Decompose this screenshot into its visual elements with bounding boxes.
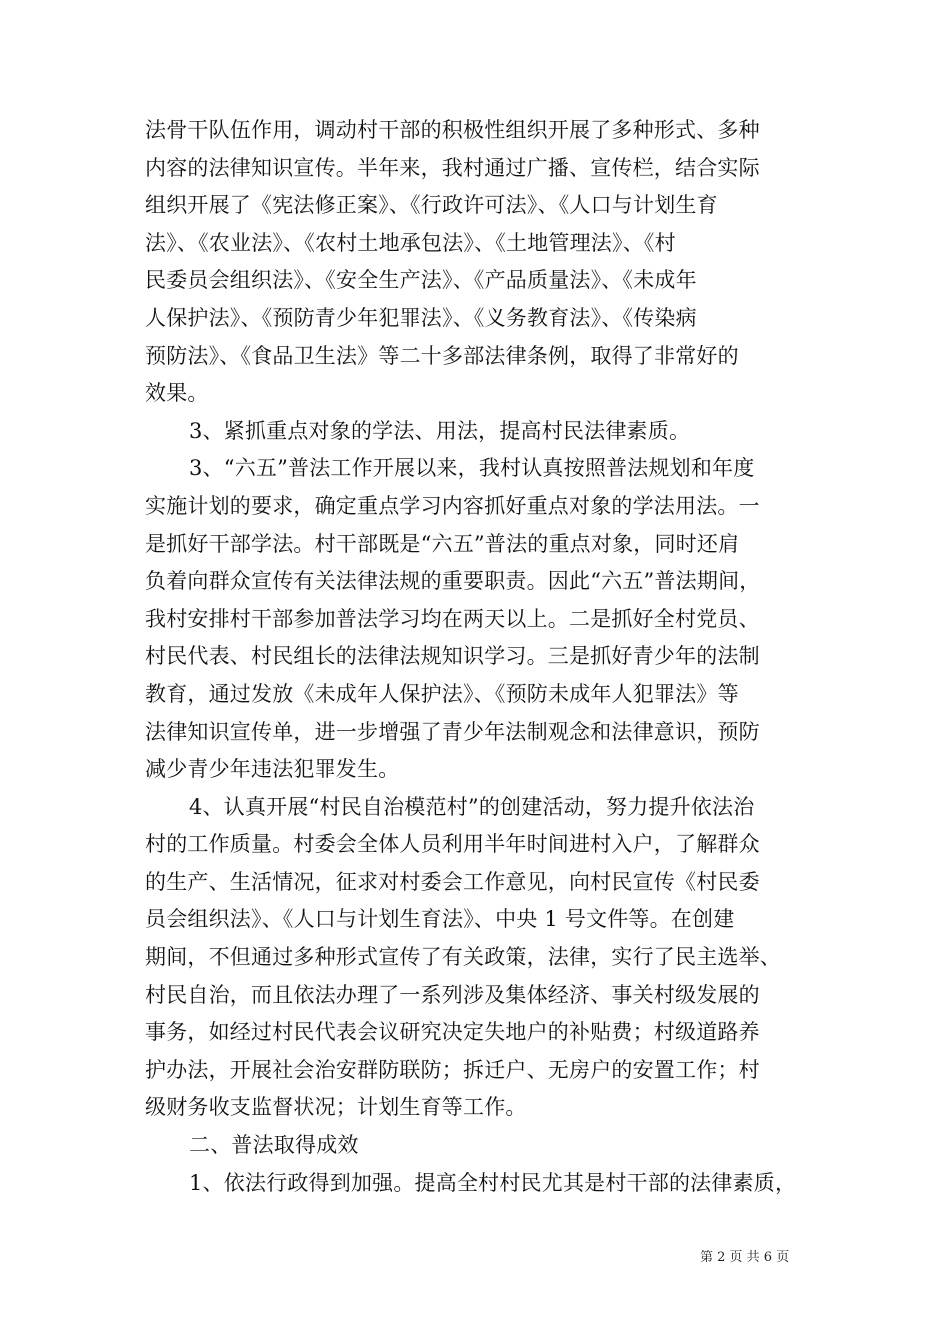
text-line: 内容的法律知识宣传。半年来，我村通过广播、宣传栏，结合实际 [145, 155, 760, 180]
text-line: 法》、《农业法》、《农村土地承包法》、《土地管理法》、《村 [145, 230, 676, 255]
text-line: 预防法》、《食品卫生法》等二十多部法律条例，取得了非常好的 [145, 343, 739, 368]
text-line: 期间，不但通过多种形式宣传了有关政策，法律，实行了民主选举、 [145, 945, 781, 970]
text-line: 村民代表、村民组长的法律法规知识学习。三是抓好青少年的法制 [145, 644, 760, 669]
text-line: 事务，如经过村民代表会议研究决定失地户的补贴费；村级道路养 [145, 1020, 760, 1045]
text-line: 的生产、生活情况，征求对村委会工作意见，向村民宣传《村民委 [145, 869, 760, 894]
text-line: 员会组织法》、《人口与计划生育法》、中央 1 号文件等。在创建 [145, 907, 735, 932]
text-line: 我村安排村干部参加普法学习均在两天以上。二是抓好全村党员、 [145, 606, 760, 631]
text-line: 实施计划的要求，确定重点学习内容抓好重点对象的学法用法。一 [145, 493, 760, 518]
text-line: 教育，通过发放《未成年人保护法》、《预防未成年人犯罪法》等 [145, 681, 739, 706]
text-line: 民委员会组织法》、《安全生产法》、《产品质量法》、《未成年 [145, 268, 697, 293]
text-line: 负着向群众宣传有关法律法规的重要职责。因此“六五”普法期间， [145, 569, 761, 594]
paragraph-start: 1、依法行政得到加强。提高全村村民尤其是村干部的法律素质， [189, 1170, 797, 1195]
text-line: 组织开展了《宪法修正案》、《行政许可法》、《人口与计划生育 [145, 193, 718, 218]
section-heading: 二、普法取得成效 [189, 1133, 359, 1158]
section-heading: 3、紧抓重点对象的学法、用法，提高村民法律素质。 [189, 418, 691, 443]
page-number: 第 2 页 共 6 页 [700, 1250, 790, 1265]
text-line: 人保护法》、《预防青少年犯罪法》、《义务教育法》、《传染病 [145, 305, 697, 330]
text-line: 护办法，开展社会治安群防联防；拆迁户、无房户的安置工作；村 [145, 1057, 760, 1082]
text-line: 法骨干队伍作用，调动村干部的积极性组织开展了多种形式、多种 [145, 118, 760, 142]
text-line: 法律知识宣传单，进一步增强了青少年法制观念和法律意识，预防 [145, 719, 760, 744]
text-line: 是抓好干部学法。村干部既是“六五”普法的重点对象，同时还肩 [145, 531, 740, 556]
text-line: 村民自治，而且依法办理了一系列涉及集体经济、事关村级发展的 [145, 982, 760, 1007]
paragraph-start: 3、“六五”普法工作开展以来，我村认真按照普法规划和年度 [189, 456, 755, 481]
text-line: 减少青少年违法犯罪发生。 [145, 757, 400, 782]
text-line: 村的工作质量。村委会全体人员利用半年时间进村入户，了解群众 [145, 832, 760, 857]
paragraph-start: 4、认真开展“村民自治模范村”的创建活动，努力提升依法治 [189, 794, 755, 819]
text-line: 级财务收支监督状况；计划生育等工作。 [145, 1095, 527, 1120]
text-line: 效果。 [145, 381, 209, 406]
document-body [145, 112, 825, 1202]
